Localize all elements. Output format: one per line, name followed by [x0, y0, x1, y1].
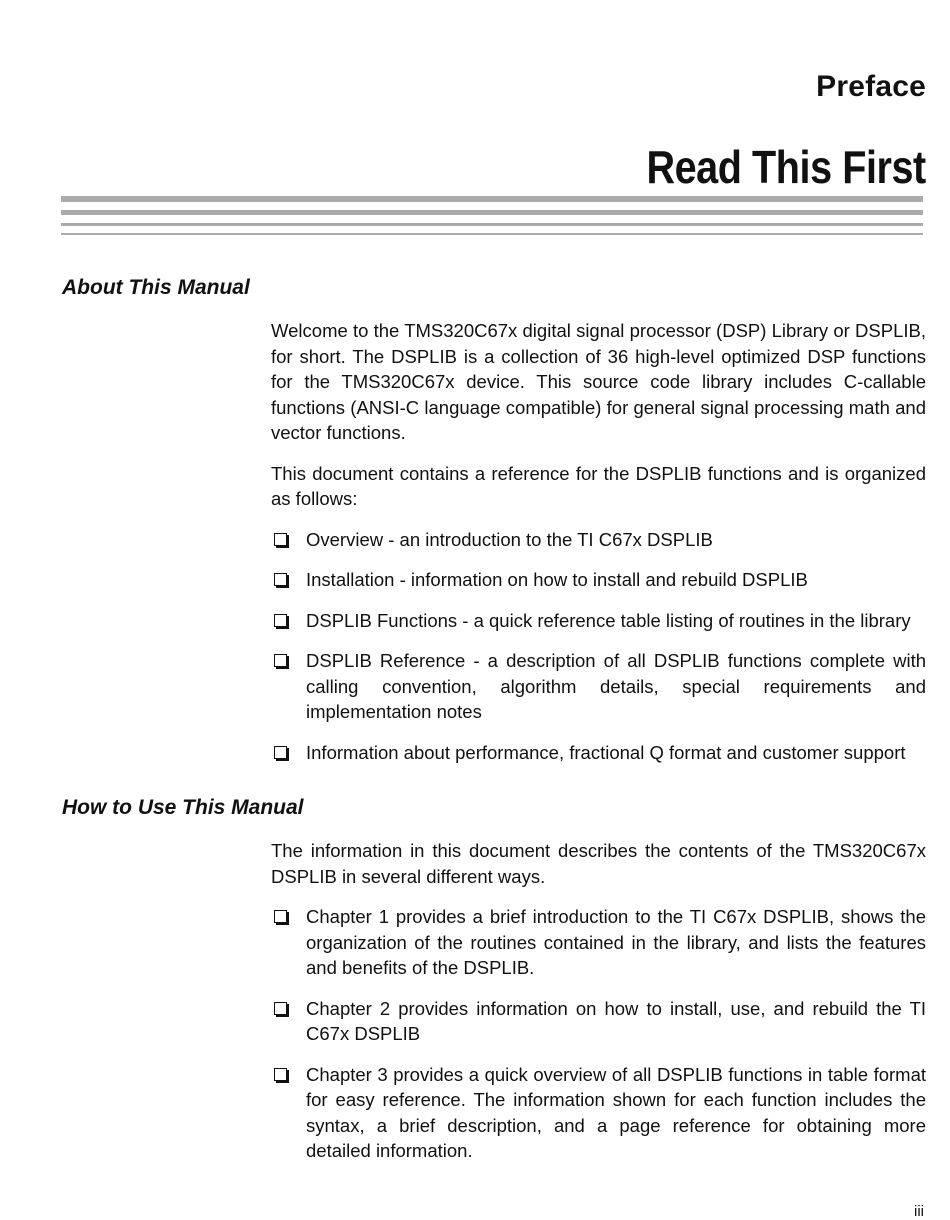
page-number: iii: [914, 1203, 924, 1220]
checkbox-bullet-icon: [274, 573, 287, 586]
checkbox-bullet-icon: [274, 746, 287, 759]
checkbox-bullet-icon: [274, 654, 287, 667]
section-heading-about: About This Manual: [62, 276, 250, 299]
checkbox-bullet-icon: [274, 1002, 287, 1015]
section-howto-body: [271, 838, 926, 1179]
howto-bullet-list: [271, 904, 926, 1164]
title-rule-4: [61, 233, 923, 235]
list-item: [271, 527, 926, 553]
checkbox-bullet-icon: [274, 910, 287, 923]
list-item: [271, 1062, 926, 1164]
list-item-text: DSPLIB Reference - a description of all DSPLIB functions complete with calling convention, algorithm details, special requirements and implementation notes: [306, 650, 926, 722]
list-item: [271, 648, 926, 725]
list-item: [271, 904, 926, 981]
checkbox-bullet-icon: [274, 1068, 287, 1081]
about-bullet-list: [271, 527, 926, 766]
title-rule-1: [61, 196, 923, 202]
checkbox-bullet-icon: [274, 533, 287, 546]
list-item-text: Information about performance, fractional Q format and customer support: [306, 741, 906, 763]
list-item-text: Overview - an introduction to the TI C67x DSPLIB: [306, 528, 713, 550]
preface-label: Preface: [816, 70, 926, 103]
list-item: [271, 996, 926, 1047]
list-item-text: Chapter 1 provides a brief introduction to the TI C67x DSPLIB, shows the organization of the routines contained in the library, and lists the features and benefits of the DSPLIB.: [306, 906, 926, 978]
checkbox-bullet-icon: [274, 614, 287, 627]
list-item-text: DSPLIB Functions - a quick reference table listing of routines in the library: [306, 609, 911, 631]
howto-intro-paragraph: The information in this document describes the contents of the TMS320C67x DSPLIB in several different ways.: [271, 840, 926, 887]
page-title: Read This First: [646, 141, 926, 193]
list-item: [271, 608, 926, 634]
list-item-text: Chapter 2 provides information on how to install, use, and rebuild the TI C67x DSPLIB: [306, 997, 926, 1044]
section-about-body: [271, 318, 926, 780]
section-heading-howto: How to Use This Manual: [62, 796, 304, 819]
list-item-text: Installation - information on how to install and rebuild DSPLIB: [306, 569, 808, 590]
title-rule-3: [61, 223, 923, 226]
about-intro-paragraph: Welcome to the TMS320C67x digital signal processor (DSP) Library or DSPLIB, for short. The DSPLIB is a collection of 36 high-level optimized DSP functions for the TMS320C67x device. This source code library includes C-callable functions (ANSI-C language compatible) for general signal processing math and vector functions.: [271, 320, 926, 443]
list-item: [271, 740, 926, 766]
title-rule-2: [61, 210, 923, 215]
list-item-text: Chapter 3 provides a quick overview of all DSPLIB functions in table format for easy reference. The information shown for each function includes the syntax, a brief description, and a page reference for obtaining more detailed information.: [306, 1063, 926, 1161]
list-item: [271, 567, 926, 593]
about-organization-paragraph: This document contains a reference for the DSPLIB functions and is organized as follows:: [271, 462, 926, 509]
